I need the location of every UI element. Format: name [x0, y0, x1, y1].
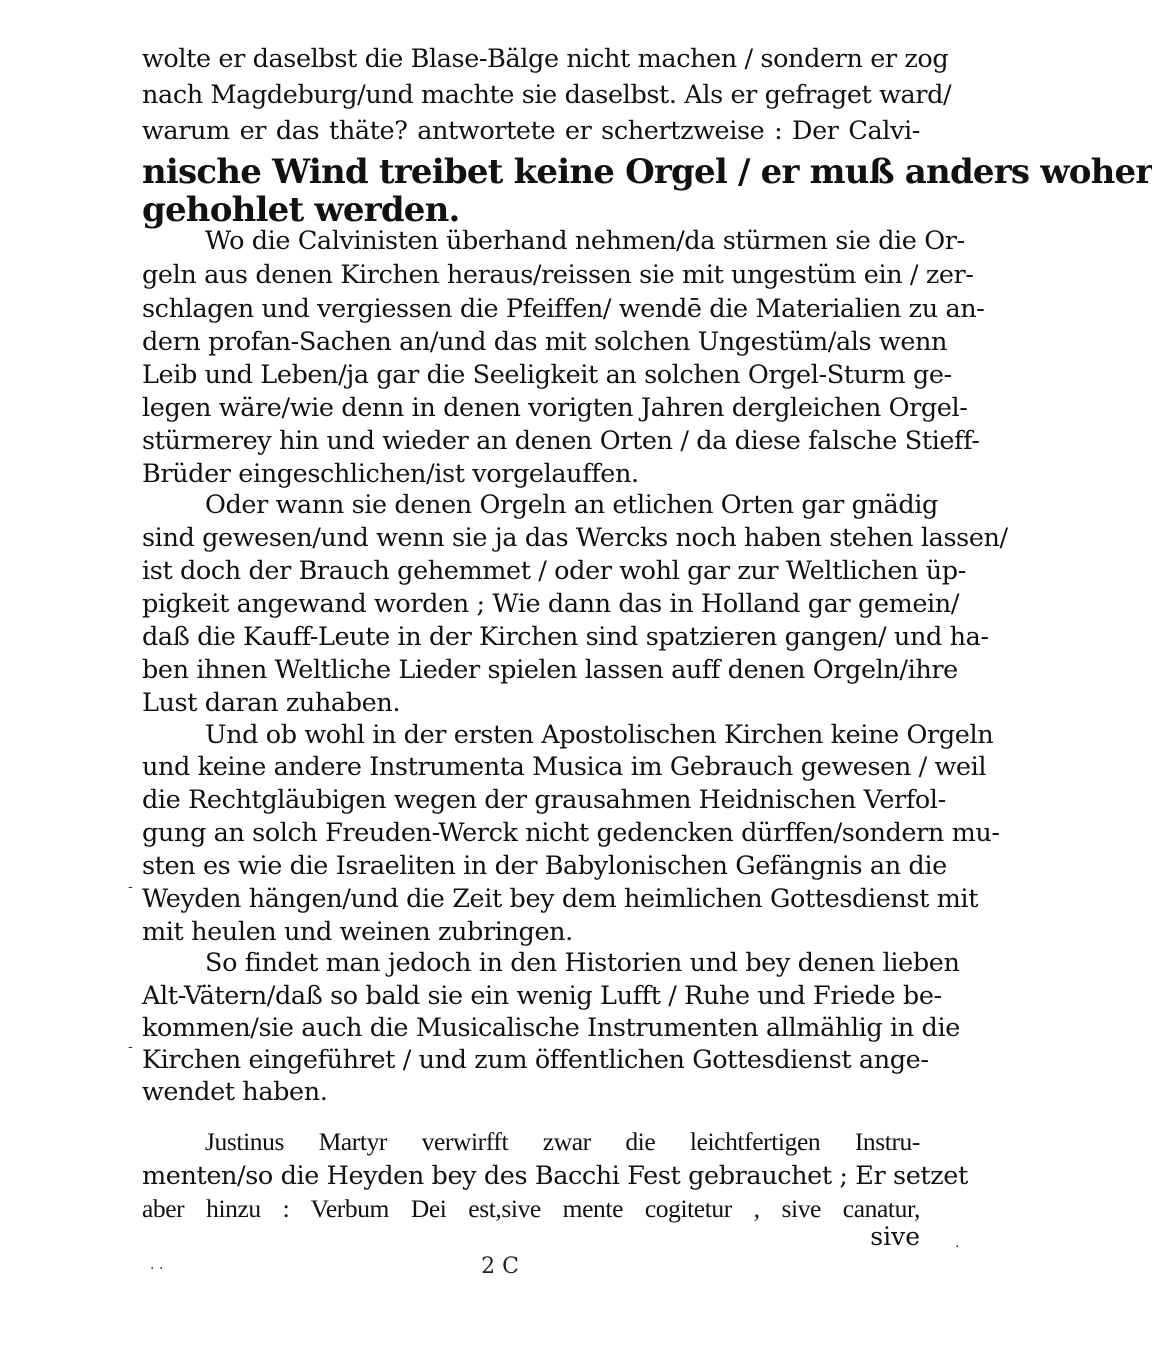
text-line: geln aus denen Kirchen heraus/reissen sie mit ungestüm ein / zer-	[142, 260, 974, 290]
paragraph-start: Wo die Calvinisten überhand nehmen/da stürmen sie die Or-	[205, 226, 965, 256]
text-line: Brüder eingeschlichen/ist vorgelauffen.	[142, 459, 639, 489]
text-line: wendet haben.	[142, 1077, 328, 1107]
paragraph-start: Justinus Martyr verwirfft zwar die leichtfertigen Instru-	[205, 1127, 920, 1156]
text-line: sten es wie die Israeliten in der Babylonischen Gefängnis an die	[142, 851, 947, 881]
scan-speck: · ·	[150, 1261, 164, 1277]
paragraph-start: Und ob wohl in der ersten Apostolischen Kirchen keine Orgeln	[205, 720, 994, 750]
text-line-emphasis: nische Wind treibet keine Orgel / er muß anders woher	[142, 152, 1152, 192]
scan-speck: ·	[955, 1239, 960, 1255]
text-line: kommen/sie auch die Musicalische Instrumenten allmählig in die	[142, 1013, 960, 1043]
text-line: legen wäre/wie denn in denen vorigten Jahren dergleichen Orgel-	[142, 393, 968, 423]
text-line: pigkeit angewand worden ; Wie dann das in Holland gar gemein/	[142, 589, 960, 619]
text-line: und keine andere Instrumenta Musica im Gebrauch gewesen / weil	[142, 752, 987, 782]
text-line: die Rechtgläubigen wegen der grausahmen Heidnischen Verfol-	[142, 785, 946, 815]
text-line: Lust daran zuhaben.	[142, 688, 401, 718]
paragraph-start: So findet man jedoch in den Historien und bey denen lieben	[205, 948, 960, 978]
text-line: wolte er daselbst die Blase-Bälge nicht machen / sondern er zog	[142, 44, 949, 74]
text-line: ben ihnen Weltliche Lieder spielen lassen auff denen Orgeln/ihre	[142, 655, 958, 685]
text-line: daß die Kauff-Leute in der Kirchen sind spatzieren gangen/ und ha-	[142, 622, 989, 652]
text-line: menten/so die Heyden bey des Bacchi Fest gebrauchet ; Er setzet	[142, 1161, 968, 1191]
text-line: Weyden hängen/und die Zeit bey dem heimlichen Gottesdienst mit	[142, 884, 979, 914]
text-line: Leib und Leben/ja gar die Seeligkeit an solchen Orgel-Sturm ge-	[142, 360, 952, 390]
text-line: ist doch der Brauch gehemmet / oder wohl gar zur Weltlichen üp-	[142, 556, 966, 586]
text-line: mit heulen und weinen zubringen.	[142, 917, 573, 947]
text-line: sind gewesen/und wenn sie ja das Wercks noch haben stehen lassen/	[142, 523, 1008, 553]
text-line: schlagen und vergiessen die Pfeiffen/ wendē die Materialien zu an-	[142, 294, 985, 324]
text-line-emphasis: gehohlet werden.	[142, 190, 460, 230]
signature-mark: 2 C	[481, 1254, 519, 1279]
paragraph-start: Oder wann sie denen Orgeln an etlichen Orten gar gnädig	[205, 490, 938, 520]
text-line: Alt-Vätern/daß so bald sie ein wenig Lufft / Ruhe und Friede be-	[142, 981, 942, 1011]
text-line: dern profan-Sachen an/und das mit solchen Ungestüm/als wenn	[142, 327, 948, 357]
text-line: warum er das thäte? antwortete er schertzweise : Der Calvi-	[142, 116, 920, 146]
text-line: Kirchen eingeführet / und zum öffentlichen Gottesdienst ange-	[142, 1045, 929, 1075]
text-line: gung an solch Freuden-Werck nicht gedencken dürffen/sondern mu-	[142, 818, 1000, 848]
catchword: sive	[870, 1222, 920, 1251]
text-line: aber hinzu : Verbum Dei est,sive mente cogitetur , sive canatur,	[142, 1194, 920, 1223]
text-line: nach Magdeburg/und machte sie daselbst. Als er gefraget ward/	[142, 80, 952, 110]
scan-speck: -	[128, 1039, 133, 1055]
scan-speck: -	[128, 879, 133, 895]
text-line: stürmerey hin und wieder an denen Orten / da diese falsche Stieff-	[142, 426, 980, 456]
